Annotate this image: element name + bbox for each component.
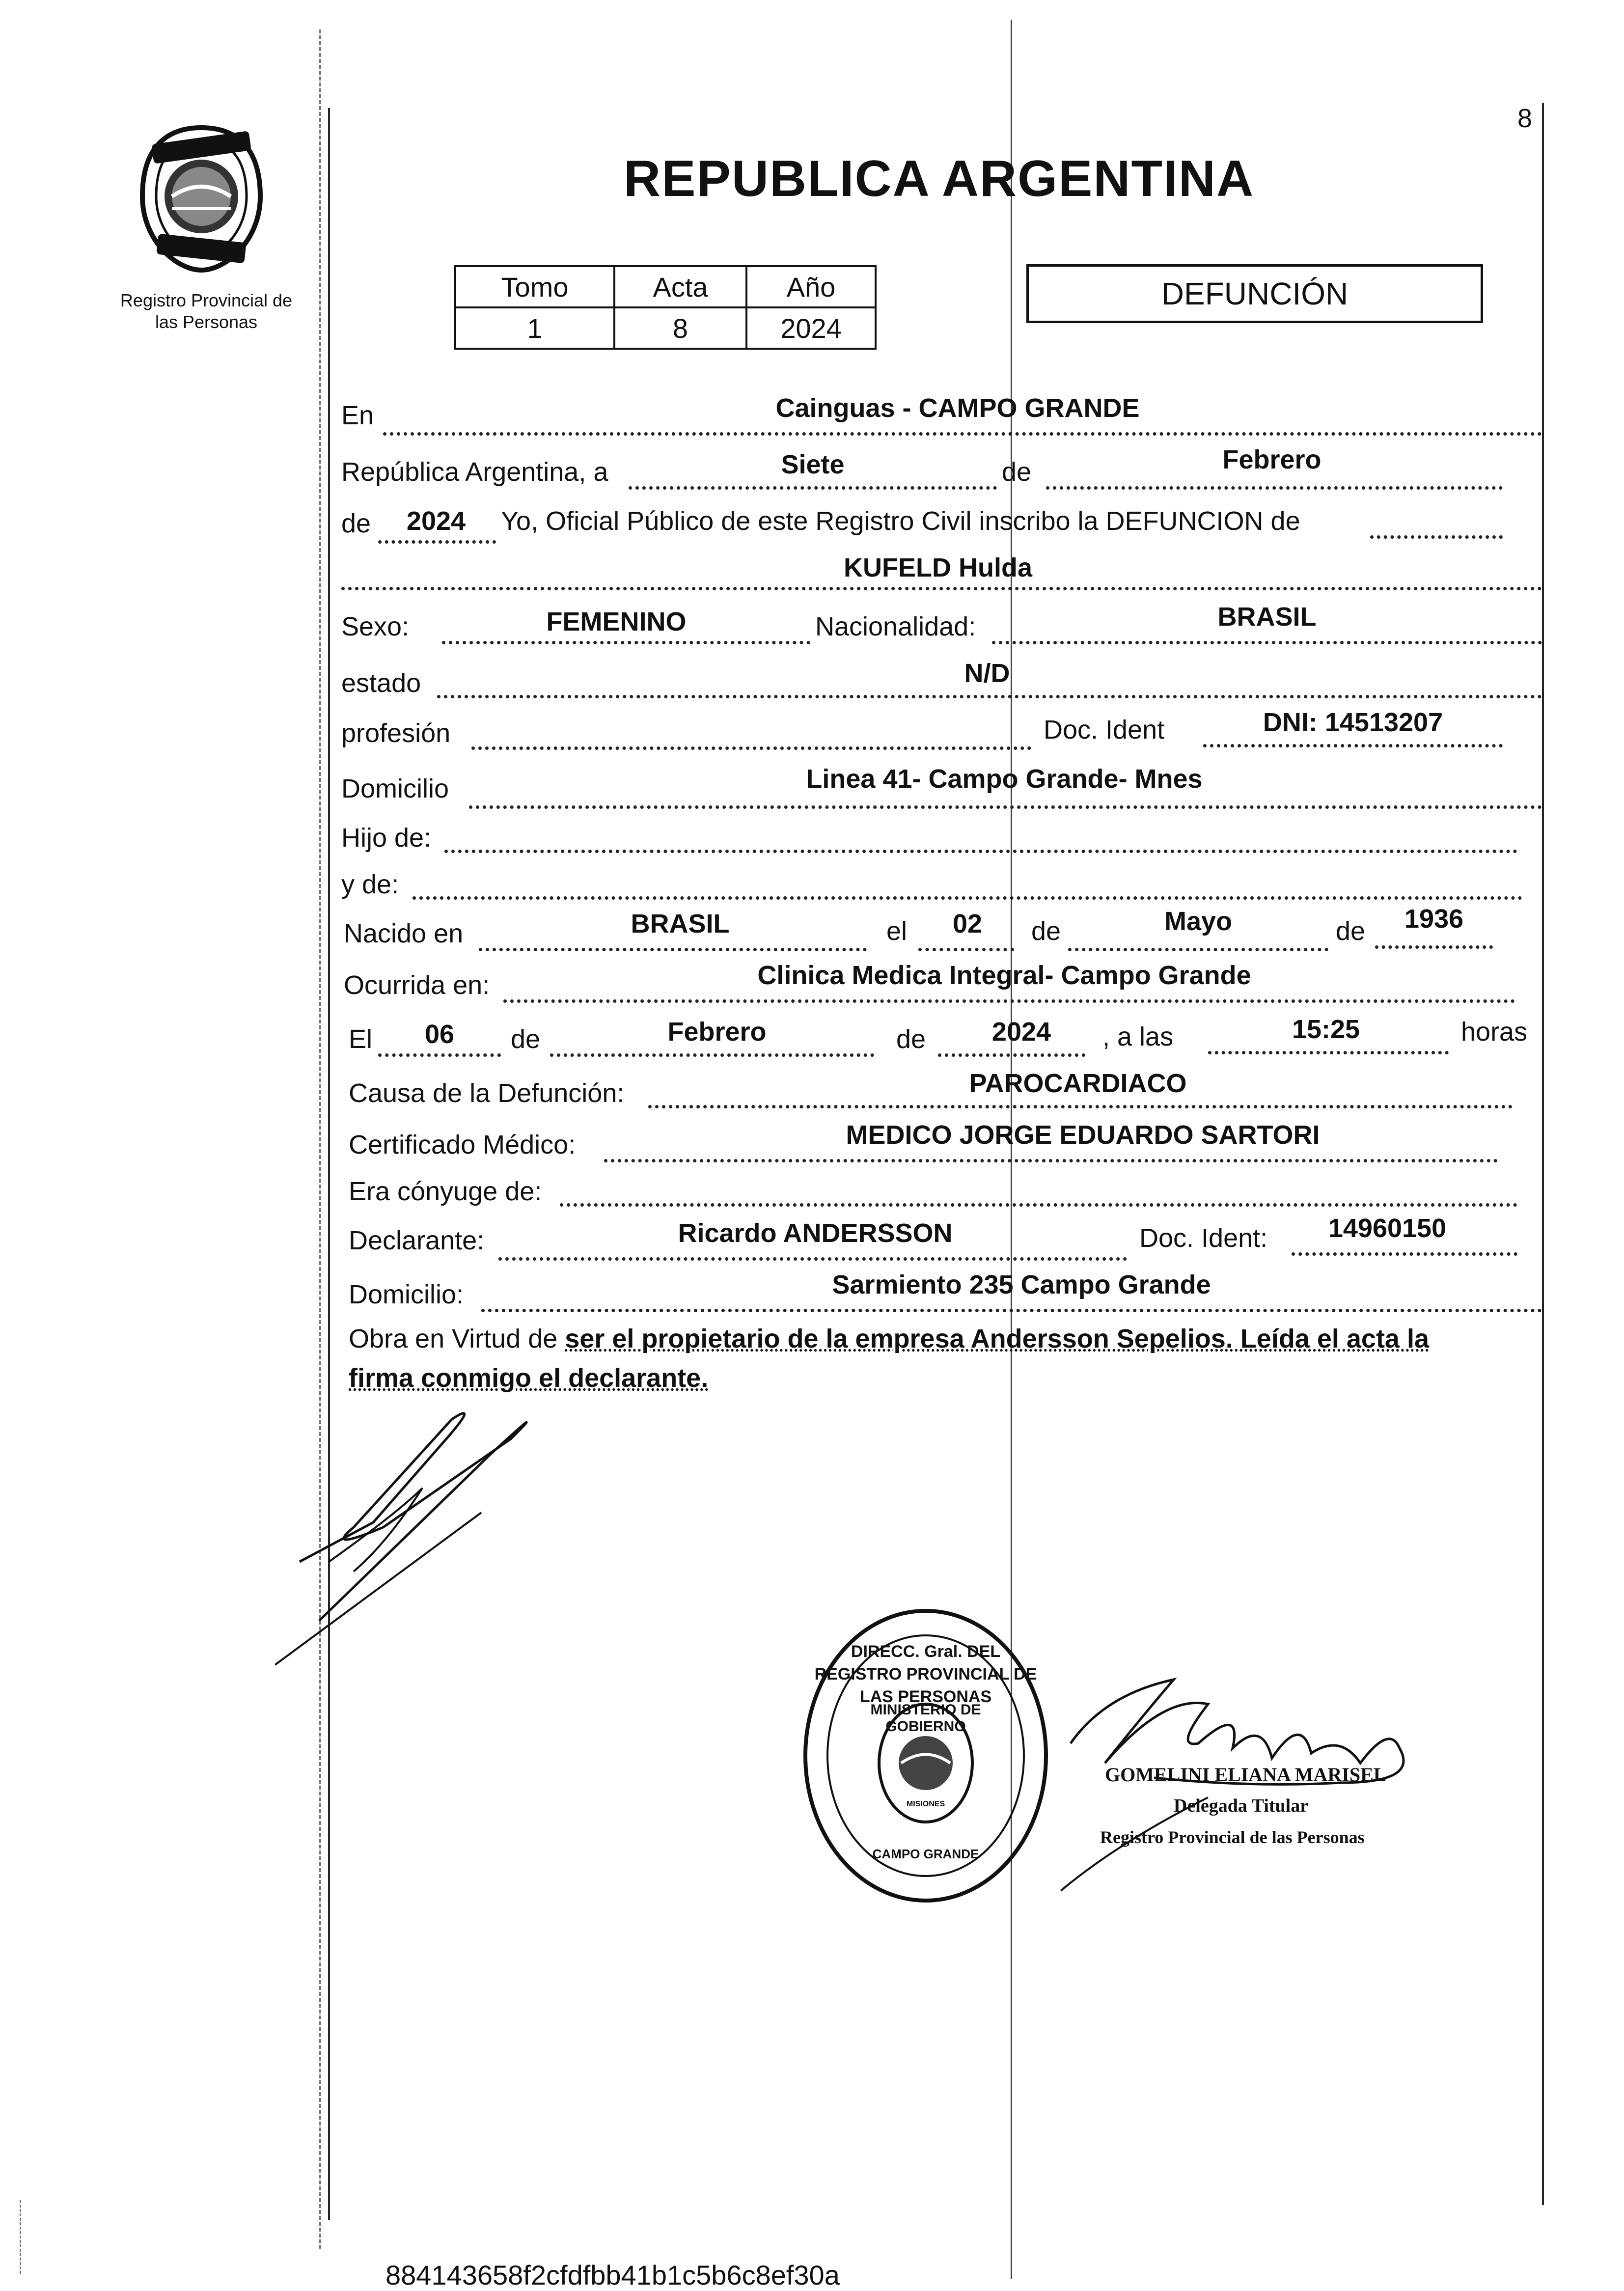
death-de2-label: de [896, 1024, 926, 1054]
declarante-label: Declarante: [349, 1226, 485, 1255]
hijo-label: Hijo de: [341, 823, 432, 853]
dotted-line [383, 432, 1542, 436]
dotted-line [648, 1105, 1513, 1108]
declarante-value: Ricardo ANDERSSON [678, 1218, 953, 1248]
deceased-name: KUFELD Hulda [844, 553, 1032, 582]
dotted-line [442, 641, 810, 644]
obra-value-1: ser el propietario de la empresa Andersson Sepelios. Leída el acta la [565, 1324, 1429, 1353]
oficial-text: Yo, Oficial Público de este Registro Civil inscribo la DEFUNCION de [501, 506, 1300, 536]
document-type-box: DEFUNCIÓN [1026, 264, 1483, 323]
dotted-line [1370, 535, 1503, 539]
nacionalidad-label: Nacionalidad: [815, 612, 976, 641]
day-value: Siete [781, 450, 845, 479]
death-de1-label: de [511, 1024, 541, 1054]
dotted-line [1203, 744, 1503, 747]
domicilio-value: Linea 41- Campo Grande- Mnes [806, 764, 1203, 794]
stamp-outer-text: DIRECC. Gral. DEL REGISTRO PROVINCIAL DE LAS PERSONAS [814, 1642, 1037, 1706]
dotted-line [413, 896, 1522, 900]
nacido-value: BRASIL [631, 909, 730, 938]
table-cell-tomo: 1 [455, 307, 614, 349]
de-label: de [1002, 457, 1032, 487]
death-day: 06 [424, 1020, 455, 1049]
table-row [455, 266, 876, 307]
sexo-label: Sexo: [341, 612, 410, 641]
estado-value: N/D [964, 659, 1010, 688]
certificado-value: MEDICO JORGE EDUARDO SARTORI [846, 1120, 1320, 1150]
certificado-label: Certificado Médico: [349, 1130, 576, 1159]
nacido-year: 1936 [1404, 904, 1464, 934]
registrar-role: Delegada Titular [1174, 1795, 1309, 1816]
page-title: REPUBLICA ARGENTINA [624, 150, 1255, 207]
causa-label: Causa de la Defunción: [349, 1078, 625, 1108]
causa-value: PAROCARDIACO [969, 1069, 1187, 1098]
dotted-line [378, 540, 496, 544]
ocurrida-value: Clinica Medica Integral- Campo Grande [757, 961, 1251, 990]
nacido-label: Nacido en [344, 919, 464, 948]
dotted-line [918, 948, 1014, 951]
table-header-ano: Año [746, 266, 876, 307]
nacido-el-label: el [886, 916, 908, 946]
dotted-line [604, 1159, 1498, 1162]
month-value: Febrero [1222, 445, 1321, 474]
alas-label: , a las [1102, 1022, 1174, 1051]
yde-label: y de: [341, 870, 399, 899]
death-month: Febrero [667, 1017, 767, 1047]
province-seal-logo [133, 123, 270, 275]
registrar-name: GOMELINI ELIANA MARISEL [1105, 1764, 1387, 1786]
dotted-line [498, 1257, 1127, 1261]
dotted-line [479, 948, 867, 951]
dotted-line [550, 1053, 874, 1057]
dotted-line [481, 1309, 1542, 1312]
obra-label: Obra en Virtud de [349, 1324, 558, 1353]
doc2-label: Doc. Ident: [1139, 1223, 1268, 1253]
nacido-de2-label: de [1336, 916, 1366, 946]
left-border-line [328, 108, 330, 2220]
death-year: 2024 [991, 1017, 1051, 1047]
stamp-bottom-text: CAMPO GRANDE [872, 1847, 979, 1861]
year-label: de [341, 509, 371, 538]
page-number: 8 [1517, 104, 1533, 133]
left-margin-dashes [319, 29, 321, 2249]
declarant-signature [275, 1365, 619, 1709]
agency-name: Registro Provincial de las Personas [120, 290, 293, 332]
dotted-line [378, 1053, 501, 1057]
doc-ident-value: DNI: 14513207 [1263, 708, 1443, 737]
dotted-line [469, 805, 1542, 809]
profesion-label: profesión [341, 718, 451, 748]
dotted-line [938, 1053, 1085, 1057]
stamp-inner-text: MINISTERIO DE GOBIERNO [870, 1702, 981, 1735]
stamp-center-text: MISIONES [906, 1800, 945, 1808]
dotted-line [1375, 945, 1493, 949]
registry-table [454, 265, 877, 350]
dotted-line [471, 746, 1031, 750]
estado-label: estado [341, 668, 421, 698]
dotted-line [1292, 1252, 1517, 1256]
document-hash: 884143658f2cfdfbb41b1c5b6c8ef30a [385, 2260, 840, 2291]
dotted-line [629, 486, 997, 490]
en-label: En [341, 401, 374, 430]
domicilio-label: Domicilio [341, 774, 449, 803]
horas-label: horas [1461, 1017, 1528, 1047]
nacionalidad-value: BRASIL [1217, 602, 1317, 632]
nacido-de1-label: de [1031, 916, 1061, 946]
el-label: El [349, 1024, 373, 1054]
dotted-line [437, 695, 1542, 698]
dotted-line [341, 587, 1542, 590]
ocurrida-label: Ocurrida en: [344, 970, 490, 1000]
dotted-line [1208, 1051, 1449, 1054]
obra-value-2: firma conmigo el declarante. [349, 1363, 709, 1393]
far-left-marks [20, 2200, 21, 2274]
sexo-value: FEMENINO [546, 607, 687, 636]
doc2-value: 14960150 [1328, 1214, 1447, 1243]
registrar-org: Registro Provincial de las Personas [1100, 1827, 1365, 1847]
en-value: Cainguas - CAMPO GRANDE [775, 393, 1140, 423]
domicilio2-label: Domicilio: [349, 1280, 464, 1309]
table-header-acta: Acta [614, 266, 746, 307]
table-row [455, 307, 876, 349]
dotted-line [1046, 486, 1503, 490]
domicilio2-value: Sarmiento 235 Campo Grande [832, 1270, 1211, 1299]
conyuge-label: Era cónyuge de: [349, 1177, 542, 1206]
dotted-line [1068, 948, 1328, 951]
dotted-line [444, 850, 1517, 853]
dotted-line [992, 641, 1542, 644]
table-cell-acta: 8 [614, 307, 746, 349]
doc-ident-label: Doc. Ident [1044, 715, 1165, 745]
republica-label: República Argentina, a [341, 457, 608, 487]
table-cell-ano: 2024 [746, 307, 876, 349]
year-value: 2024 [406, 506, 466, 536]
death-time: 15:25 [1292, 1015, 1360, 1044]
dotted-line [503, 999, 1515, 1003]
obra-line-1 [349, 1324, 1429, 1354]
nacido-month: Mayo [1164, 907, 1233, 936]
table-header-tomo: Tomo [455, 266, 614, 307]
right-border-line [1542, 103, 1544, 2205]
nacido-day: 02 [952, 909, 983, 938]
dotted-line [560, 1203, 1517, 1207]
